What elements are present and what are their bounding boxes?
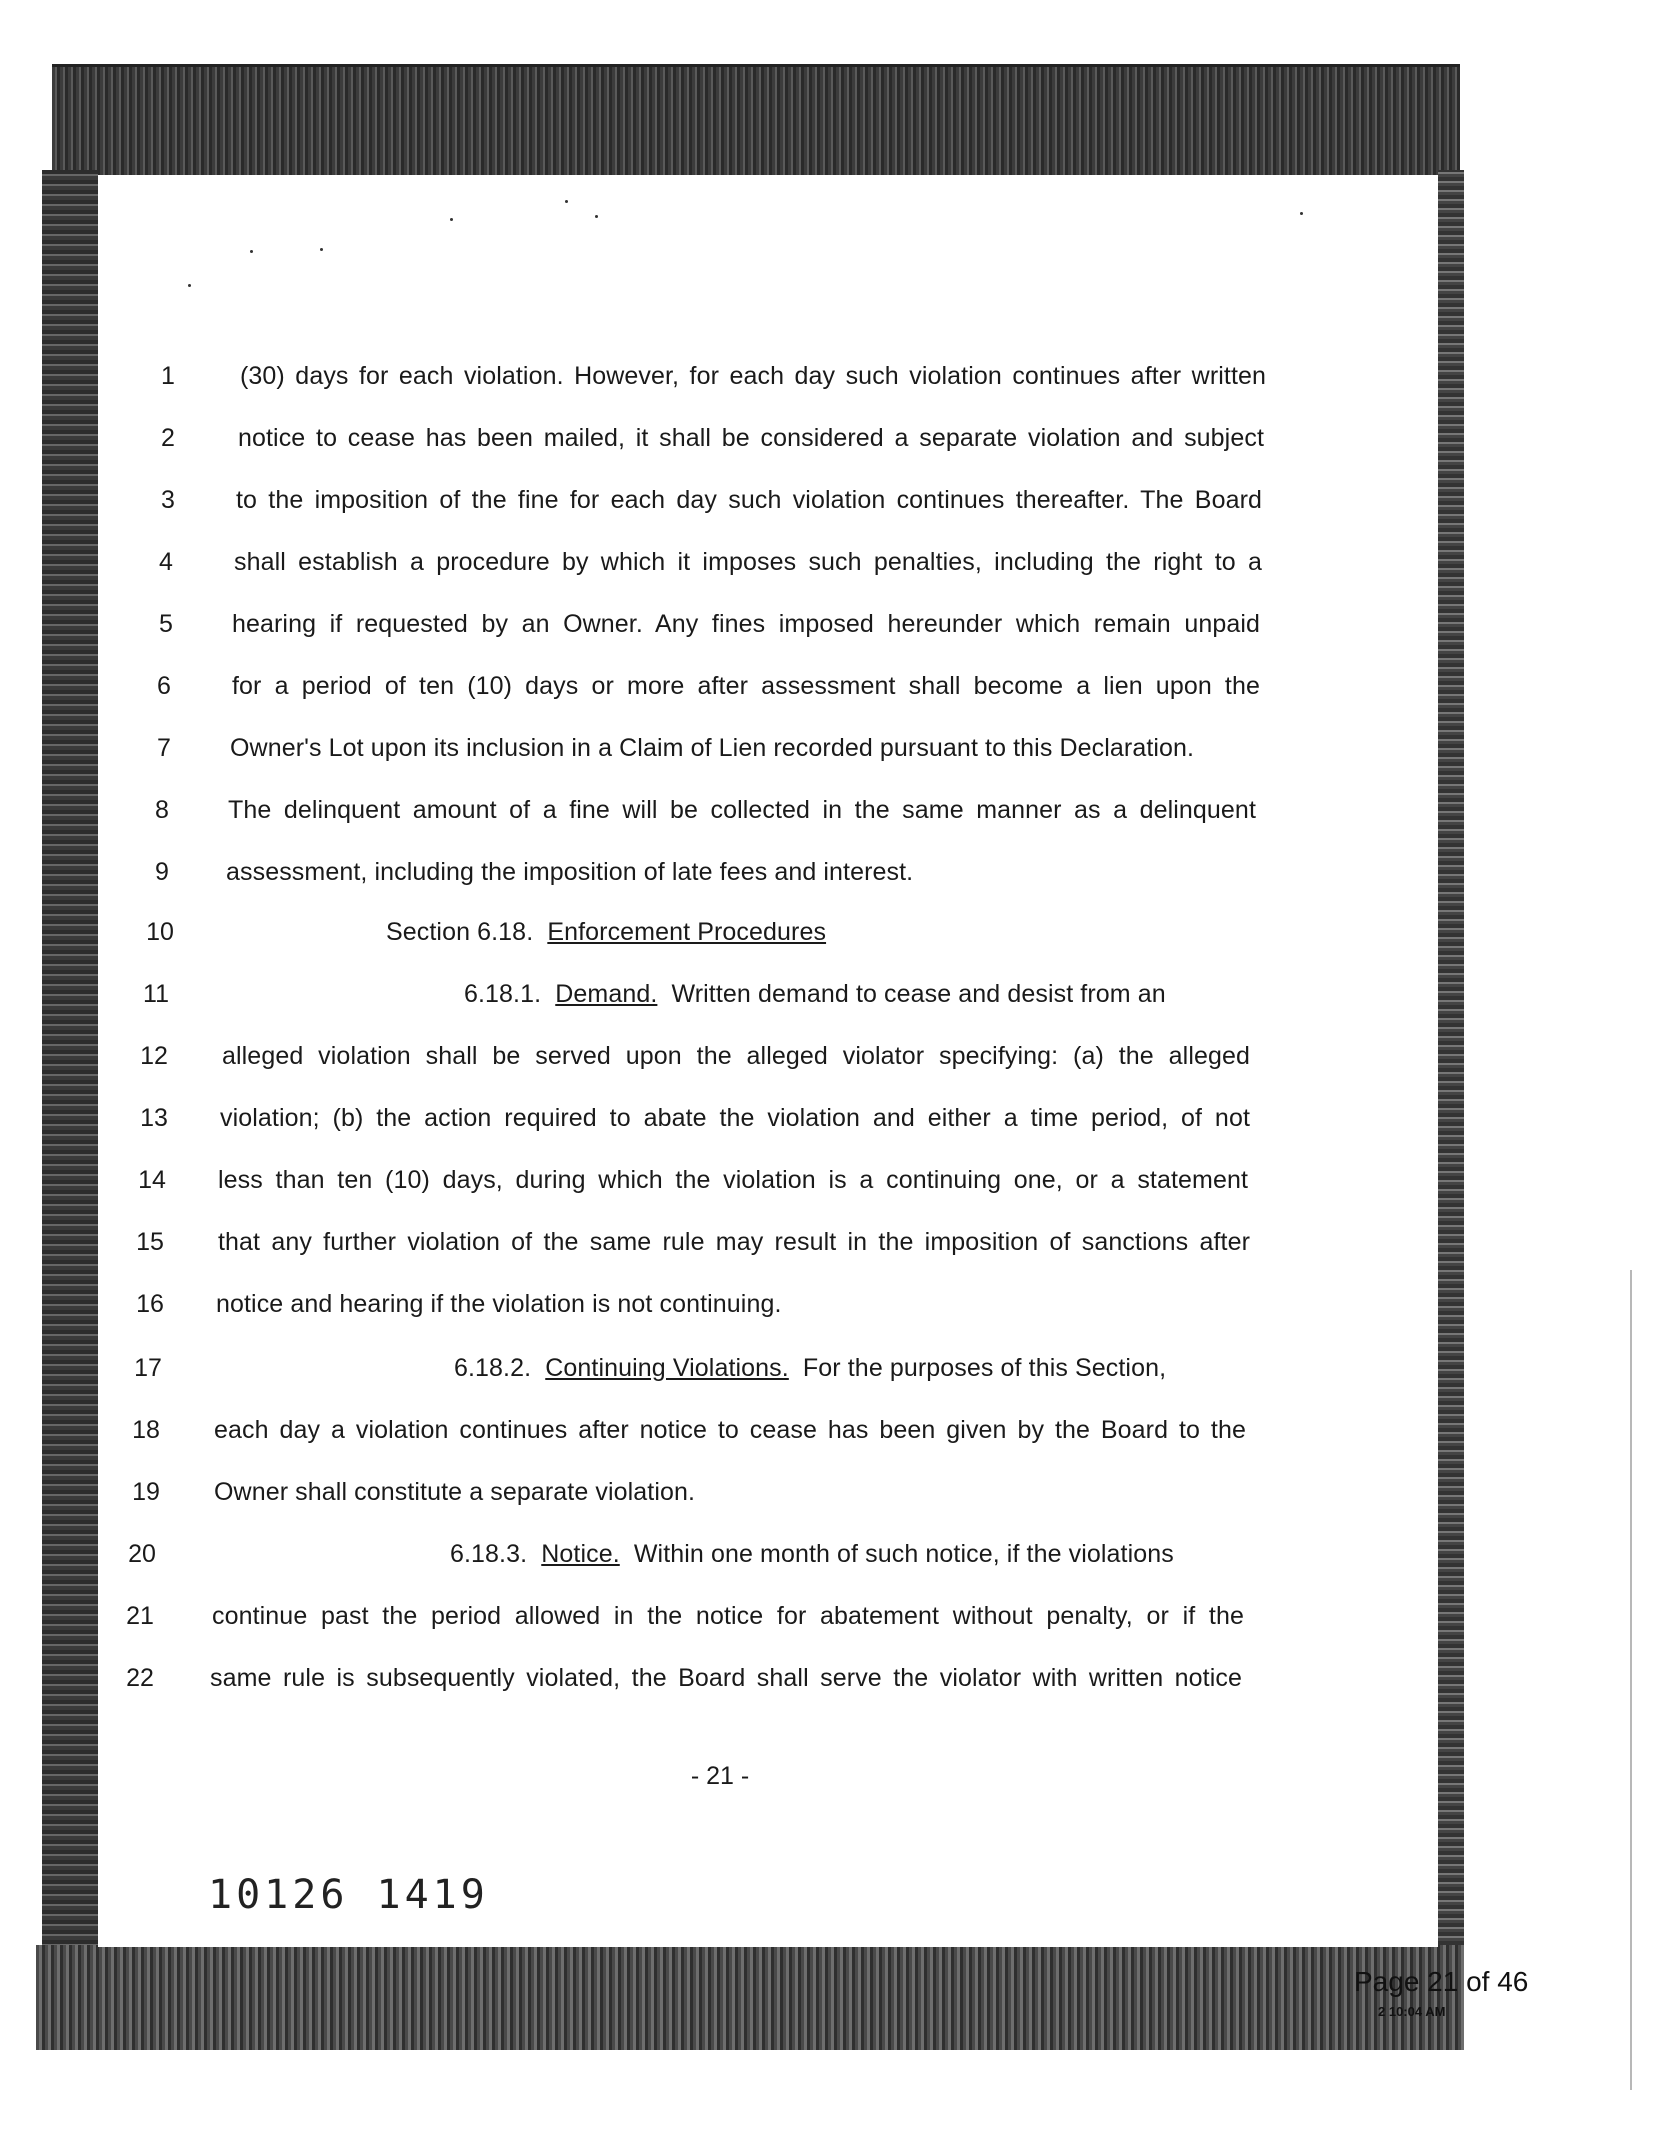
line-text: assessment, including the imposition of late fees and interest. — [226, 858, 914, 886]
document-line — [0, 1290, 1664, 1330]
document-line — [0, 980, 1664, 1020]
line-number: 14 — [138, 1166, 166, 1194]
line-number: 18 — [132, 1416, 160, 1444]
line-text: for a period of ten (10) days or more after assessment shall become a lien upon the — [232, 672, 1260, 700]
line-number: 1 — [161, 362, 175, 390]
line-text: hearing if requested by an Owner. Any fines imposed hereunder which remain unpaid — [232, 610, 1260, 638]
page-number: - 21 - — [690, 1762, 750, 1790]
line-text: continue past the period allowed in the notice for abatement without penalty, or if the — [212, 1602, 1244, 1630]
line-number: 10 — [146, 918, 174, 946]
line-number: 2 — [161, 424, 175, 452]
line-number: 21 — [126, 1602, 154, 1630]
section-heading-line — [450, 1540, 1174, 1569]
line-text: Owner shall constitute a separate violation. — [214, 1478, 696, 1506]
handwritten-reference-number: 10126 1419 — [208, 1872, 489, 1918]
heading-number: 6.18.2. — [454, 1354, 546, 1382]
heading-title: Demand. — [555, 980, 658, 1008]
line-number: 16 — [136, 1290, 164, 1318]
line-number: 19 — [132, 1478, 160, 1506]
line-text: that any further violation of the same rule may result in the imposition of sanctions after — [218, 1228, 1250, 1256]
line-number: 5 — [159, 610, 173, 638]
line-number: 7 — [157, 734, 171, 762]
document-line — [0, 424, 1664, 464]
line-number: 17 — [134, 1354, 162, 1382]
document-line — [0, 1228, 1664, 1268]
scan-speck — [565, 200, 568, 203]
heading-number: 6.18.1. — [464, 980, 556, 1008]
document-line — [0, 1354, 1664, 1394]
heading-title: Enforcement Procedures — [547, 918, 827, 946]
line-text: less than ten (10) days, during which the violation is a continuing one, or a statement — [218, 1166, 1248, 1194]
heading-text: Within one month of such notice, if the violations — [619, 1540, 1174, 1568]
line-text: to the imposition of the fine for each day such violation continues thereafter. The Board — [236, 486, 1262, 514]
scan-speck — [595, 215, 598, 218]
line-number: 13 — [140, 1104, 168, 1132]
scan-border-bottom — [36, 1945, 1464, 2050]
scan-speck — [320, 248, 323, 251]
line-text: same rule is subsequently violated, the Board shall serve the violator with written notice — [210, 1664, 1242, 1692]
line-number: 12 — [140, 1042, 168, 1070]
document-line — [0, 362, 1664, 402]
line-number: 9 — [155, 858, 169, 886]
line-text: notice to cease has been mailed, it shall be considered a separate violation and subject — [238, 424, 1264, 452]
heading-title: Notice. — [541, 1540, 620, 1568]
document-line — [0, 1104, 1664, 1144]
line-number: 15 — [136, 1228, 164, 1256]
heading-number: Section 6.18. — [386, 918, 548, 946]
document-line — [0, 918, 1664, 958]
document-line — [0, 1478, 1664, 1518]
line-text: Owner's Lot upon its inclusion in a Claim of Lien recorded pursuant to this Declaration. — [230, 734, 1195, 762]
document-line — [0, 1664, 1664, 1704]
line-number: 11 — [143, 980, 169, 1008]
heading-text: For the purposes of this Section, — [788, 1354, 1167, 1382]
line-number: 6 — [157, 672, 171, 700]
line-text: violation; (b) the action required to abate the violation and either a time period, of not — [220, 1104, 1250, 1132]
section-heading-line — [464, 980, 1166, 1009]
document-line — [0, 858, 1664, 898]
heading-text: Written demand to cease and desist from an — [657, 980, 1166, 1008]
footer-page-label: Page 21 of 46 — [1354, 1966, 1529, 1997]
line-text: The delinquent amount of a fine will be collected in the same manner as a delinquent — [228, 796, 1256, 824]
scan-border-top — [52, 64, 1460, 175]
line-number: 22 — [126, 1664, 154, 1692]
line-text: (30) days for each violation. However, for each day such violation continues after written — [240, 362, 1266, 390]
document-line — [0, 734, 1664, 774]
document-line — [0, 1416, 1664, 1456]
line-number: 20 — [128, 1540, 156, 1568]
document-line — [0, 672, 1664, 712]
line-text: shall establish a procedure by which it imposes such penalties, including the right to a — [234, 548, 1262, 576]
document-line — [0, 1042, 1664, 1082]
scan-speck — [1300, 212, 1303, 215]
line-number: 8 — [155, 796, 169, 824]
document-line — [0, 1602, 1664, 1642]
section-heading-line — [454, 1354, 1166, 1383]
line-number: 3 — [161, 486, 175, 514]
section-heading-line — [386, 918, 826, 947]
line-text: each day a violation continues after notice to cease has been given by the Board to the — [214, 1416, 1246, 1444]
scan-speck — [188, 284, 191, 287]
document-line — [0, 796, 1664, 836]
heading-number: 6.18.3. — [450, 1540, 542, 1568]
scan-speck — [450, 218, 453, 221]
line-text: notice and hearing if the violation is not continuing. — [216, 1290, 782, 1318]
line-number: 4 — [159, 548, 173, 576]
document-line — [0, 1166, 1664, 1206]
document-line — [0, 548, 1664, 588]
document-line — [0, 486, 1664, 526]
scan-speck — [250, 250, 253, 253]
heading-title: Continuing Violations. — [545, 1354, 789, 1382]
document-line — [0, 1540, 1664, 1580]
line-text: alleged violation shall be served upon the alleged violator specifying: (a) the alleged — [222, 1042, 1250, 1070]
footer-timestamp: 2 10:04 AM — [1378, 2004, 1446, 2019]
document-line — [0, 610, 1664, 650]
